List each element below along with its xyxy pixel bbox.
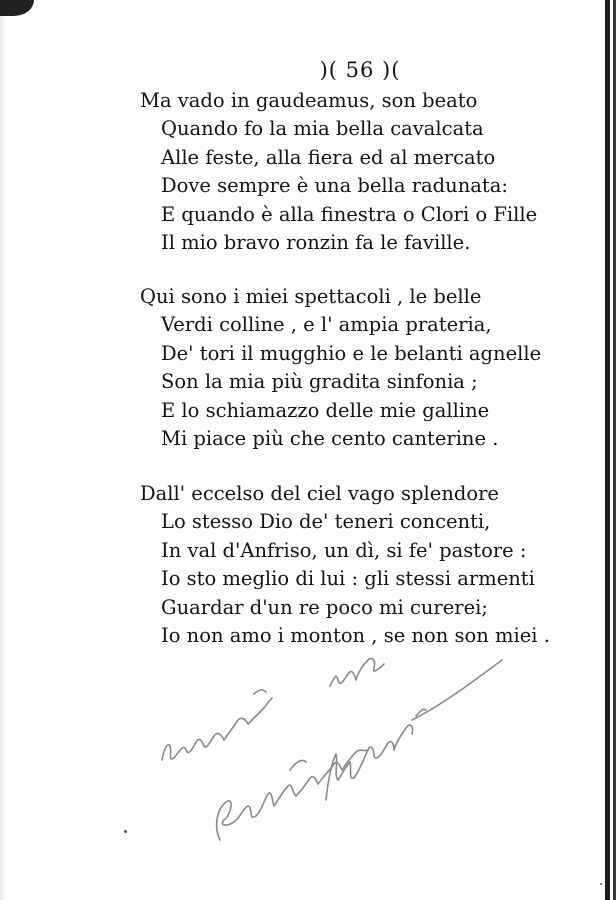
- verse-line: Alle feste, alla fiera ed al mercato: [161, 145, 496, 169]
- paper-speck: [600, 883, 602, 885]
- verse-line: Io non amo i monton , se non son miei .: [161, 624, 550, 648]
- verse-line: In val d'Anfriso, un dì, si fe' pastore :: [161, 538, 527, 562]
- verse-line: Son la mia più gradita sinfonia ;: [161, 370, 478, 394]
- verse-line: E lo schiamazzo delle mie galline: [161, 398, 490, 422]
- handwritten-annotation-icon: [150, 650, 530, 860]
- paper-speck: [124, 830, 127, 833]
- verse-line: Mi piace più che cento canterine .: [161, 427, 499, 451]
- page-edge-border: [605, 0, 610, 900]
- verse-line: Guardar d'un re poco mi curerei;: [161, 595, 488, 619]
- binding-shadow: [0, 0, 6, 900]
- verse-line: Io sto meglio di lui : gli stessi armenti: [161, 567, 535, 591]
- verse-line: Dall' eccelso del ciel vago splendore: [140, 482, 499, 505]
- scan-corner-mark: [0, 0, 34, 16]
- verse-line: Verdi colline , e l' ampia prateria,: [161, 313, 492, 337]
- verse-line: Quando fo la mia bella cavalcata: [161, 117, 484, 141]
- page-number: )( 56 )(: [319, 58, 401, 82]
- verse-line: E quando è alla finestra o Clori o Fille: [161, 202, 538, 226]
- verse-line: De' tori il mugghio e le belanti agnelle: [161, 341, 542, 365]
- verse-line: Lo stesso Dio de' teneri concenti,: [161, 510, 491, 534]
- stanza-3: [140, 480, 550, 650]
- stanza-1: [140, 87, 537, 257]
- verse-line: Qui sono i miei spettacoli , le belle: [140, 285, 482, 308]
- verse-line: Dove sempre è una bella radunata:: [161, 174, 508, 198]
- stanza-2: [140, 283, 541, 453]
- verse-line: Il mio bravo ronzin fa le faville.: [161, 231, 471, 255]
- verse-line: Ma vado in gaudeamus, son beato: [140, 89, 478, 112]
